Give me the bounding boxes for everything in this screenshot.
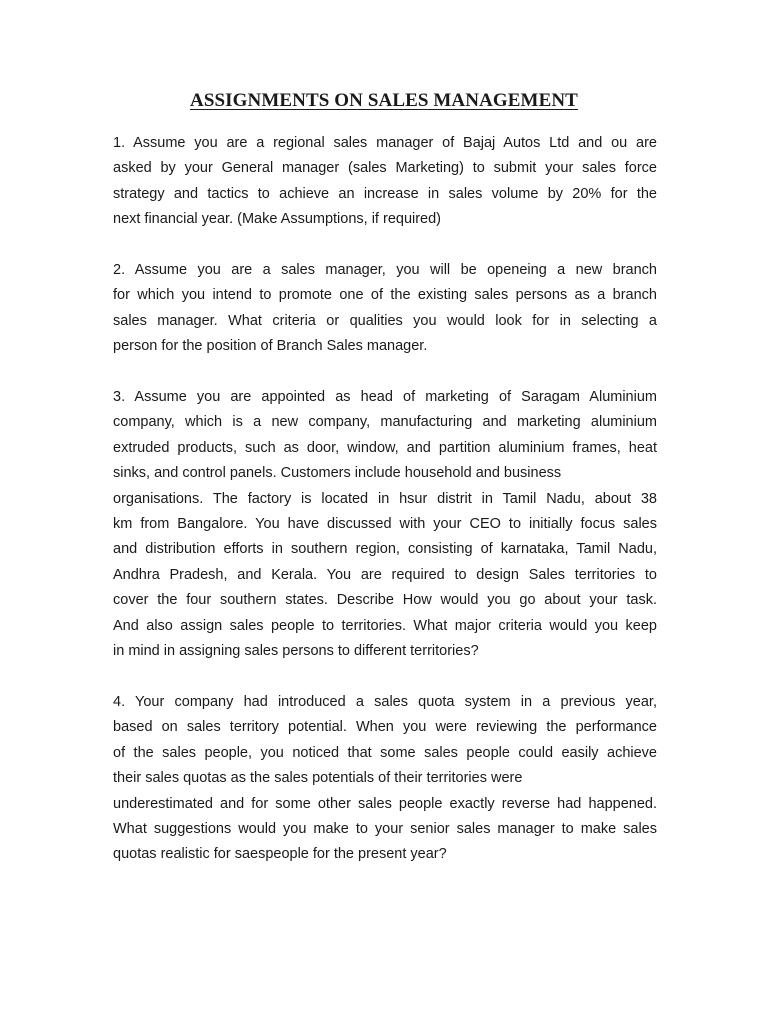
assignment-3-line: extruded products, such as door, window, and partition aluminium frames, heat: [113, 439, 657, 456]
assignment-2-line: sales manager. What criteria or qualities you would look for in selecting a: [113, 312, 657, 329]
assignment-3-line: and distribution efforts in southern region, consisting of karnataka, Tamil Nadu,: [113, 541, 657, 558]
assignment-3-line: cover the four southern states. Describe How would you go about your task.: [113, 592, 657, 609]
assignment-4-line: 4. Your company had introduced a sales quota system in a previous year,: [113, 693, 657, 710]
assignment-2-line: for which you intend to promote one of the existing sales persons as a branch: [113, 287, 657, 304]
assignment-3-line: Andhra Pradesh, and Kerala. You are required to design Sales territories to: [113, 566, 657, 583]
assignment-4-line: underestimated and for some other sales people exactly reverse had happened.: [113, 795, 657, 812]
assignment-3-line: company, which is a new company, manufacturing and marketing aluminium: [113, 414, 657, 431]
document-body: [113, 131, 657, 893]
assignment-1-line: 1. Assume you are a regional sales manager of Bajaj Autos Ltd and ou are: [113, 135, 657, 151]
assignment-3-line: km from Bangalore. You have discussed with your CEO to initially focus sales: [113, 516, 657, 533]
assignment-4: [113, 690, 657, 868]
assignment-1-line: strategy and tactics to achieve an increase in sales volume by 20% for the: [113, 185, 657, 202]
assignment-1-line: asked by your General manager (sales Marketing) to submit your sales force: [113, 160, 657, 177]
assignment-4-line: of the sales people, you noticed that some sales people could easily achieve: [113, 744, 657, 761]
assignment-3-line: And also assign sales people to territories. What major criteria would you keep: [113, 617, 657, 634]
assignment-3-line: in mind in assigning sales persons to different territories?: [113, 643, 479, 660]
assignment-1-line: next financial year. (Make Assumptions, if required): [113, 211, 442, 228]
assignment-4-line: their sales quotas as the sales potentials of their territories were: [113, 770, 523, 787]
assignment-1: [113, 131, 657, 233]
assignment-4-line: What suggestions would you make to your senior sales manager to make sales: [113, 820, 657, 837]
assignment-2: [113, 258, 657, 360]
assignment-2-line: 2. Assume you are a sales manager, you will be openeing a new branch: [113, 262, 657, 279]
assignment-3-line: 3. Assume you are appointed as head of marketing of Saragam Aluminium: [113, 389, 657, 406]
assignment-4-line: quotas realistic for saespeople for the present year?: [113, 846, 447, 863]
document-title: ASSIGNMENTS ON SALES MANAGEMENT: [190, 90, 578, 111]
assignment-3-line: sinks, and control panels. Customers include household and business: [113, 465, 562, 482]
assignment-3: [113, 385, 657, 664]
assignment-2-line: person for the position of Branch Sales manager.: [113, 338, 428, 355]
assignment-3-line: organisations. The factory is located in hsur distrit in Tamil Nadu, about 38: [113, 490, 657, 507]
assignment-4-line: based on sales territory potential. When you were reviewing the performance: [113, 719, 657, 736]
